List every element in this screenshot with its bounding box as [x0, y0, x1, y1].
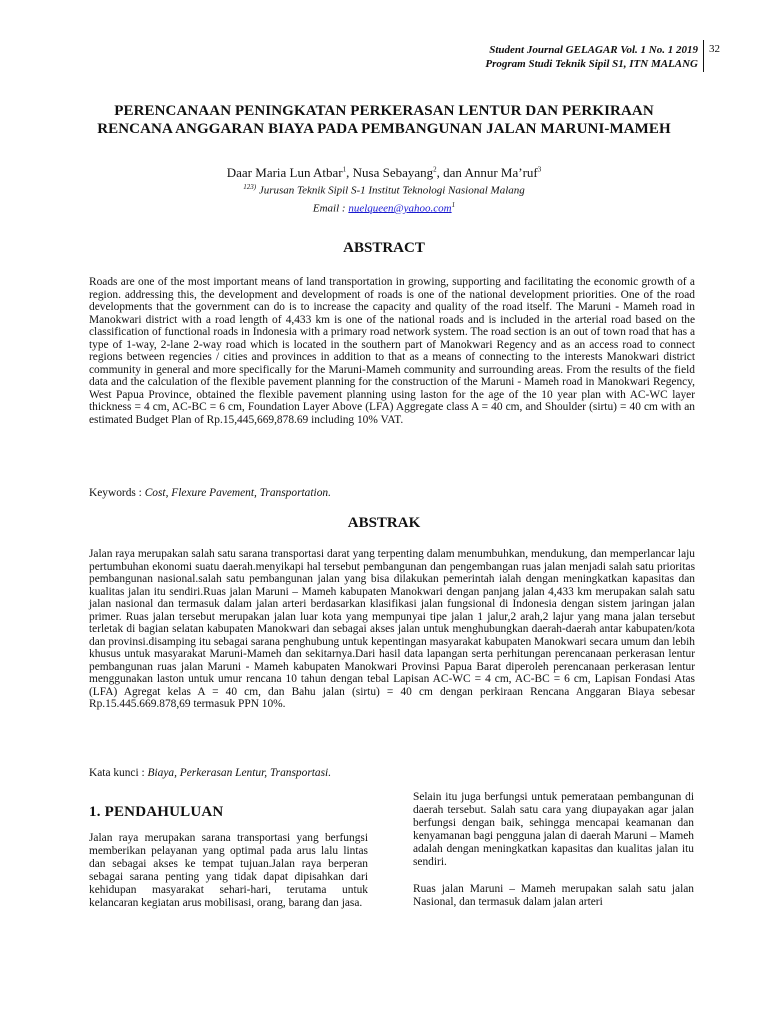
kata-kunci-label: Kata kunci :: [89, 767, 148, 779]
intro-right-paragraph-1: Selain itu juga berfungsi untuk pemerataan pembangunan di daerah tersebut. Salah satu cara yang diupayakan agar jalan berfungsi dengan baik, sehingga mencapai keamanan dan kenyamanan bagi pengguna jalan di daerah Maruni – Mameh adalah dengan meningkatkan kapasitas dan kualitas jalan itu sendiri.: [413, 791, 694, 869]
email-sup: 1: [451, 200, 456, 209]
email-label: Email :: [312, 202, 349, 215]
author-separator-2: , dan: [436, 165, 465, 180]
intro-right-column: [413, 791, 694, 922]
author-3: Annur Ma’ruf: [464, 165, 538, 180]
intro-right-paragraph-2: Ruas jalan Maruni – Mameh merupakan salah satu jalan Nasional, dan termasuk dalam jalan arteri: [413, 882, 694, 908]
email-line: [70, 198, 698, 216]
affiliation-block: [70, 180, 698, 215]
author-2-sup: 2: [433, 165, 437, 174]
author-list: [70, 165, 698, 181]
author-2: Nusa Sebayang: [352, 165, 434, 180]
affiliation-sup: 123): [243, 183, 257, 191]
journal-name: Student Journal GELAGAR Vol. 1 No. 1 2019: [489, 44, 698, 56]
paper-title: [70, 102, 698, 138]
affiliation-text: Jurusan Teknik Sipil S-1 Institut Teknologi Nasional Malang: [256, 184, 525, 197]
author-1: Daar Maria Lun Atbar: [226, 165, 343, 180]
author-separator-1: ,: [346, 165, 353, 180]
abstrak-text: Jalan raya merupakan salah satu sarana transportasi darat yang terpenting dalam menumbuhkan, mendukung, dan memperlancar laju pertumbuhan ekonomi suatu daerah.menyikapi hal tersebut pembangunan dan pengembangan ruas jalan menjadi salah satu prioritas pembangunan nasional.salah satu pembangunan jalan yang bisa dilakukan pemerintah ialah dengan meningkatkan kapasitas dan kualitas jalan itu sendiri.Ruas jalan Maruni – Mameh kabupaten Manokwari dengan panjang jalan 4,433 km merupakan salah satu jalan nasional dan termasuk dalam jalan arteri berdasarkan klasifikasi jalan fungsional di Indonesia dengan sistem jaringan jalan primer. Ruas jalan tersebut merupakan jalan luar kota yang mempunyai tipe jalan 1 jalur,2 arah,2 lajur yang mana jalan tersebut terletak di bagian selatan kabupaten Manokwari dan sebagai akses jalan untuk menghubungkan daerah-daerah antar kabupaten/kota dan provinsi.disamping itu sebagai sarana penghubung untuk kepentingan masyarakat kabupaten Manokwari secara umum dan lebih khusus untuk masyarakat Maruni-Mameh dan sekitarnya.Dari hasil data lapangan serta perhitungan perencanaan perkerasan lentur pembangunan ruas jalan Maruni - Mameh kabupaten Manokwari Provinsi Papua Barat diperoleh perencanaan perkerasan lentur menggunakan laston untuk umur rencana 10 tahun dengan tebal Lapisan AC-WC = 4 cm, AC-BC = 6 cm, Lapisan Fondasi Atas (LFA) Agregat kelas A = 40 cm, dan Bahu jalan (sirtu) = 40 cm dengan perkiraan Rencana Anggaran Biaya sebesar Rp.15.445.669.878,69 termasuk PPN 10%.: [89, 548, 695, 710]
kata-kunci-list: Biaya, Perkerasan Lentur, Transportasi.: [147, 767, 332, 779]
abstrak-heading: ABSTRAK: [347, 515, 421, 531]
author-1-sup: 1: [342, 165, 347, 174]
author-3-sup: 3: [537, 165, 542, 174]
header-divider: [703, 40, 704, 72]
keywords-label: Keywords :: [89, 487, 145, 499]
keywords-list: Cost, Flexure Pavement, Transportation.: [144, 487, 331, 499]
journal-header: [485, 43, 698, 71]
intro-left-column: Jalan raya merupakan sarana transportasi yang berfungsi memberikan pelayanan yang optimal pada arus lalu lintas dan sebagai akses ke tempat tujuan.Jalan raya berperan sebagai sarana penting yang tidak dapat dipisahkan dari kehidupan masyarakat sehari-hari, terutama untuk kelancaran kegiatan arus mobilisasi, orang, barang dan jasa.: [89, 832, 368, 910]
kata-kunci: [89, 767, 331, 779]
email-link[interactable]: nuelqueen@yahoo.com: [348, 202, 452, 215]
page-number: 32: [709, 43, 720, 55]
keywords: [89, 487, 331, 499]
program-name: Program Studi Teknik Sipil S1, ITN MALANG: [485, 58, 698, 70]
abstract-text: Roads are one of the most important means of land transportation in growing, supporting and facilitating the economic growth of a region. addressing this, the development and development of roads is one of the national development priorities. One of the road developments that the government can do is to increase the capacity and quality of the road itself. The Maruni - Mameh road in Manokwari district with a road length of 4,433 km is one of the national roads and is included in the arterial road based on the classification of functional roads in Indonesia with a primary road network system. The road section is an out of town road that has a type of 1-way, 2-lane 2-way road which is located in the southern part of Manokwari Regency and as an access road to connect regions between regencies / cities and provinces in addition to that as a means of connecting to the interests Manokwari district community in general and more specifically for the Maruni-Mameh community and surrounding areas. From the results of the field data and the calculation of the flexible pavement planning for the construction of the Maruni - Mameh road in Manokwari Regency, West Papua Province, obtained the flexible pavement planning using laston for the age of the 10 year plan with AC-WC layer thickness = 4 cm, AC-BC = 6 cm, Foundation Layer Above (LFA) Aggregate class A = 40 cm, and Shoulder (sirtu) = 40 cm with an estimated Budget Plan of Rp.15,445,669,878.69 including 10% VAT.: [89, 276, 695, 426]
title-line-1: PERENCANAAN PENINGKATAN PERKERASAN LENTUR DAN PERKIRAAN: [114, 103, 654, 119]
abstract-heading: ABSTRACT: [343, 240, 425, 256]
section-heading-pendahuluan: 1. PENDAHULUAN: [89, 804, 224, 820]
affiliation: [70, 180, 698, 198]
title-line-2: RENCANA ANGGARAN BIAYA PADA PEMBANGUNAN JALAN MARUNI-MAMEH: [97, 121, 671, 137]
